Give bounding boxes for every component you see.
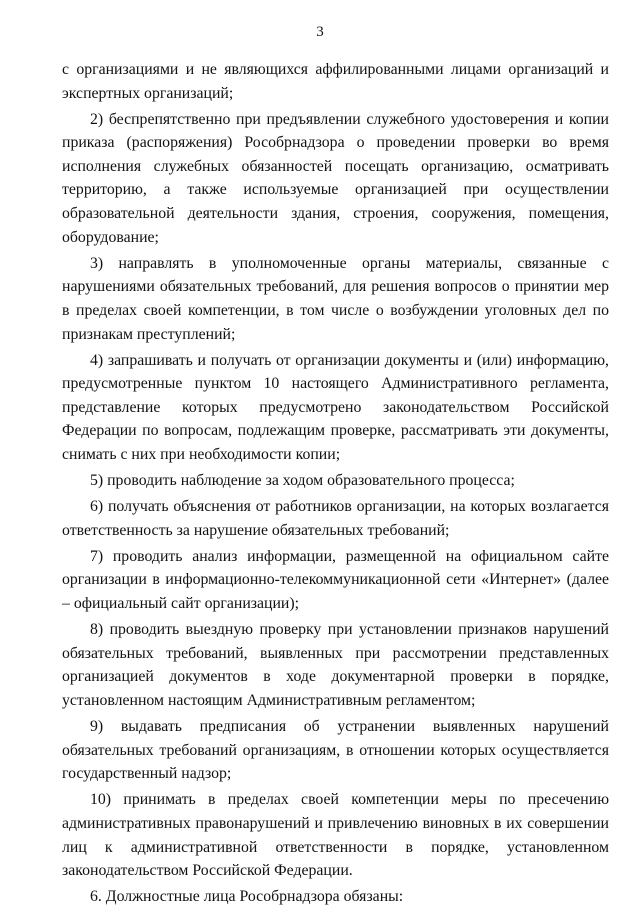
paragraph-item-10: 10) принимать в пределах своей компетенции меры по пресечению административных правонарушений и привлечению виновных в их совершении лиц к административной ответственности в порядке, установленном законодательством Российской Федерации. [62, 791, 609, 880]
paragraph-continuation: с организациями и не являющихся аффилированными лицами организаций и экспертных организаций; [62, 61, 609, 102]
paragraph-item-6: 6) получать объяснения от работников организации, на которых возлагается ответственность за нарушение обязательных требований; [62, 498, 609, 539]
page-number: 3 [316, 24, 324, 40]
paragraph-item-2: 2) беспрепятственно при предъявлении служебного удостоверения и копии приказа (распоряжения) Рособрнадзора о проведении проверки во время исполнения служебных обязанностей посещать организацию, осматривать территорию, а также используемые организацией при осуществлении образовательной деятельности здания, строения, сооружения, помещения, оборудование; [62, 110, 609, 246]
paragraph-item-3: 3) направлять в уполномоченные органы материалы, связанные с нарушениями обязательных требований, для решения вопросов о принятии мер в пределах своей компетенции, в том числе о возбуждении уголовных дел по признакам преступлений; [62, 254, 609, 343]
paragraph-item-9: 9) выдавать предписания об устранении выявленных нарушений обязательных требований организациям, в отношении которых осуществляется государственный надзор; [62, 718, 609, 783]
paragraph-item-4: 4) запрашивать и получать от организации документы и (или) информацию, предусмотренные пунктом 10 настоящего Административного регламента, представление которых предусмотрено законодательством Российской Федерации по вопросам, подлежащим проверке, рассматривать эти документы, снимать с них при необходимости копии; [62, 351, 609, 463]
paragraph-item-7: 7) проводить анализ информации, размещенной на официальном сайте организации в информационно-телекоммуникационной сети «Интернет» (далее – официальный сайт организации); [62, 547, 609, 613]
paragraph-item-8: 8) проводить выездную проверку при установлении признаков нарушений обязательных требований, выявленных при рассмотрении представленных организацией документов в ходе документарной проверки в порядке, установленном настоящим Административным регламентом; [62, 621, 609, 709]
section-heading-6: 6. Должностные лица Рособрнадзора обязаны: [90, 888, 404, 906]
document-body [62, 58, 609, 911]
paragraph-item-5: 5) проводить наблюдение за ходом образовательного процесса; [90, 472, 515, 490]
